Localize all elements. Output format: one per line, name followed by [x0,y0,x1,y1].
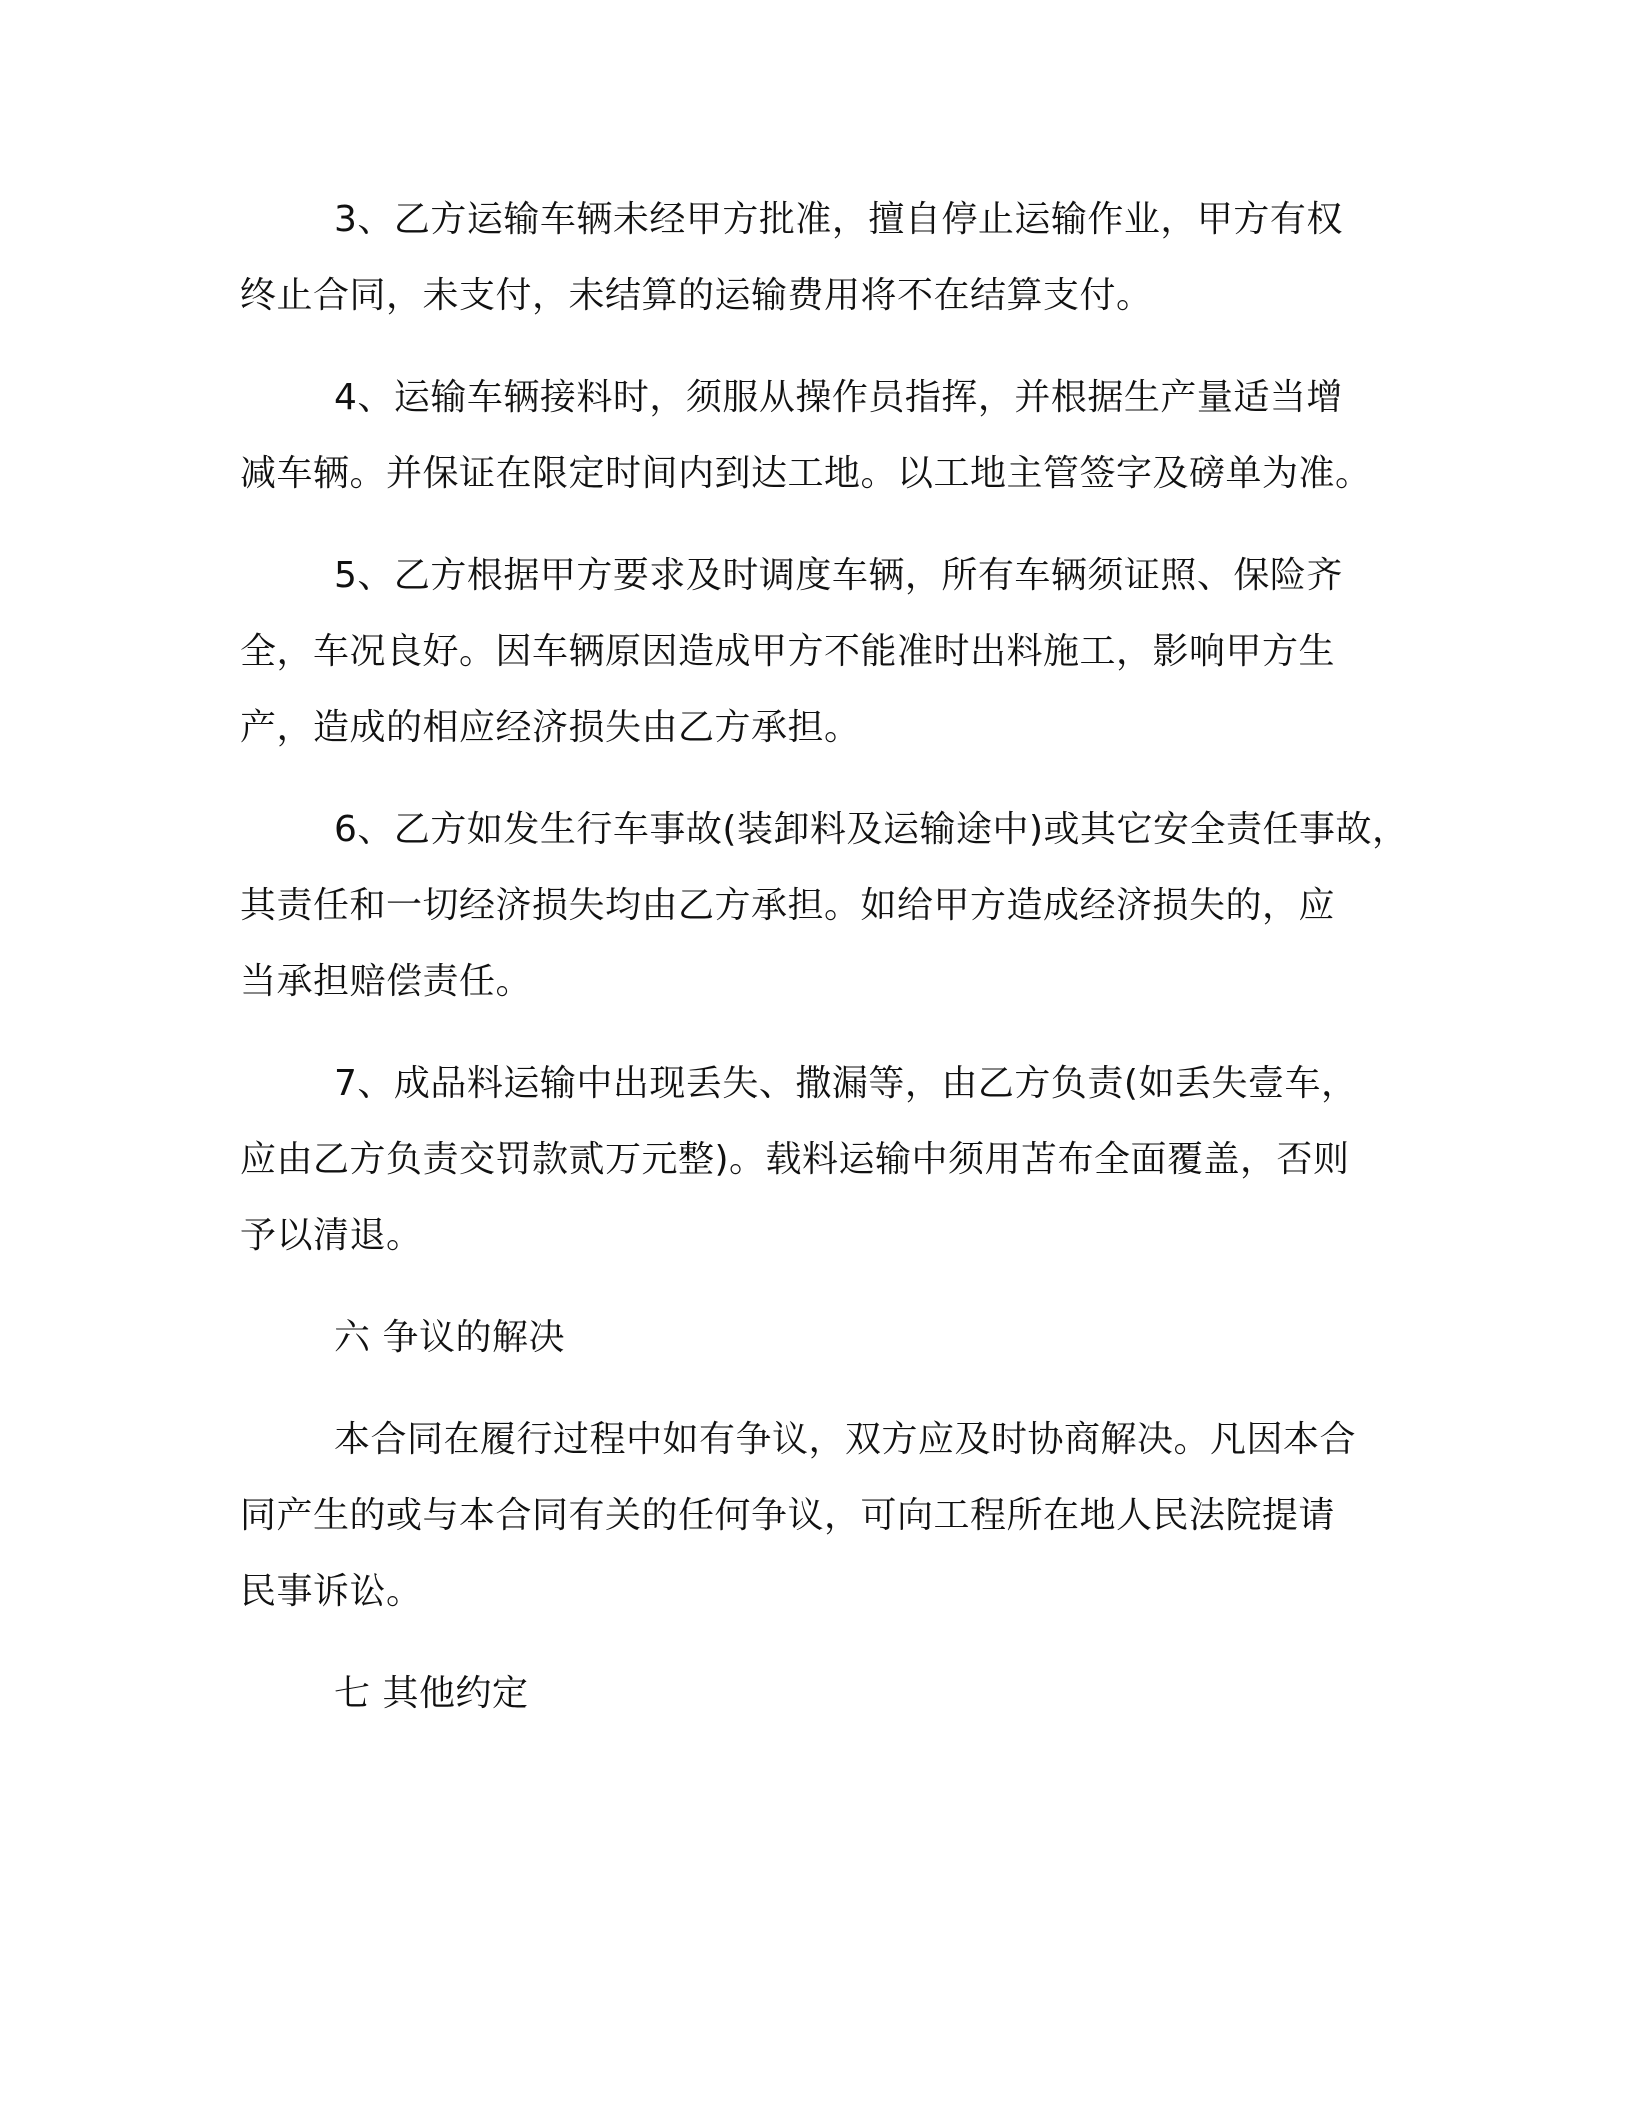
item-6-line-1: 6、乙方如发生行车事故(装卸料及运输途中)或其它安全责任事故， [334,809,1409,850]
item-5-line-1: 5、乙方根据甲方要求及时调度车辆，所有车辆须证照、保险齐 [334,555,1343,596]
section-6-heading: 六 争议的解决 [334,1317,565,1358]
section-6-line-1: 本合同在履行过程中如有争议，双方应及时协商解决。凡因本合 [334,1419,1357,1460]
section-6-line-2: 同产生的或与本合同有关的任何争议，可向工程所在地人民法院提请 [240,1495,1336,1536]
item-4-line-2: 减车辆。并保证在限定时间内到达工地。以工地主管签字及磅单为准。 [240,453,1372,494]
item-3-line-2: 终止合同，未支付，未结算的运输费用将不在结算支付。 [240,275,1153,316]
item-7-line-2: 应由乙方负责交罚款贰万元整)。载料运输中须用苫布全面覆盖，否则 [240,1139,1350,1180]
item-7-line-3: 予以清退。 [240,1215,423,1256]
section-7-heading: 七 其他约定 [334,1673,529,1714]
section-6-line-3: 民事诉讼。 [240,1571,423,1612]
item-6-line-2: 其责任和一切经济损失均由乙方承担。如给甲方造成经济损失的，应 [240,885,1336,926]
item-5-line-2: 全，车况良好。因车辆原因造成甲方不能准时出料施工，影响甲方生 [240,631,1336,672]
item-6-line-3: 当承担赔偿责任。 [240,961,533,1002]
item-3-line-1: 3、乙方运输车辆未经甲方批准，擅自停止运输作业，甲方有权 [334,199,1343,240]
item-7-line-1: 7、成品料运输中出现丢失、撒漏等，由乙方负责(如丢失壹车， [334,1063,1358,1104]
item-5-line-3: 产，造成的相应经济损失由乙方承担。 [240,707,861,748]
item-4-line-1: 4、运输车辆接料时，须服从操作员指挥，并根据生产量适当增 [334,377,1343,418]
